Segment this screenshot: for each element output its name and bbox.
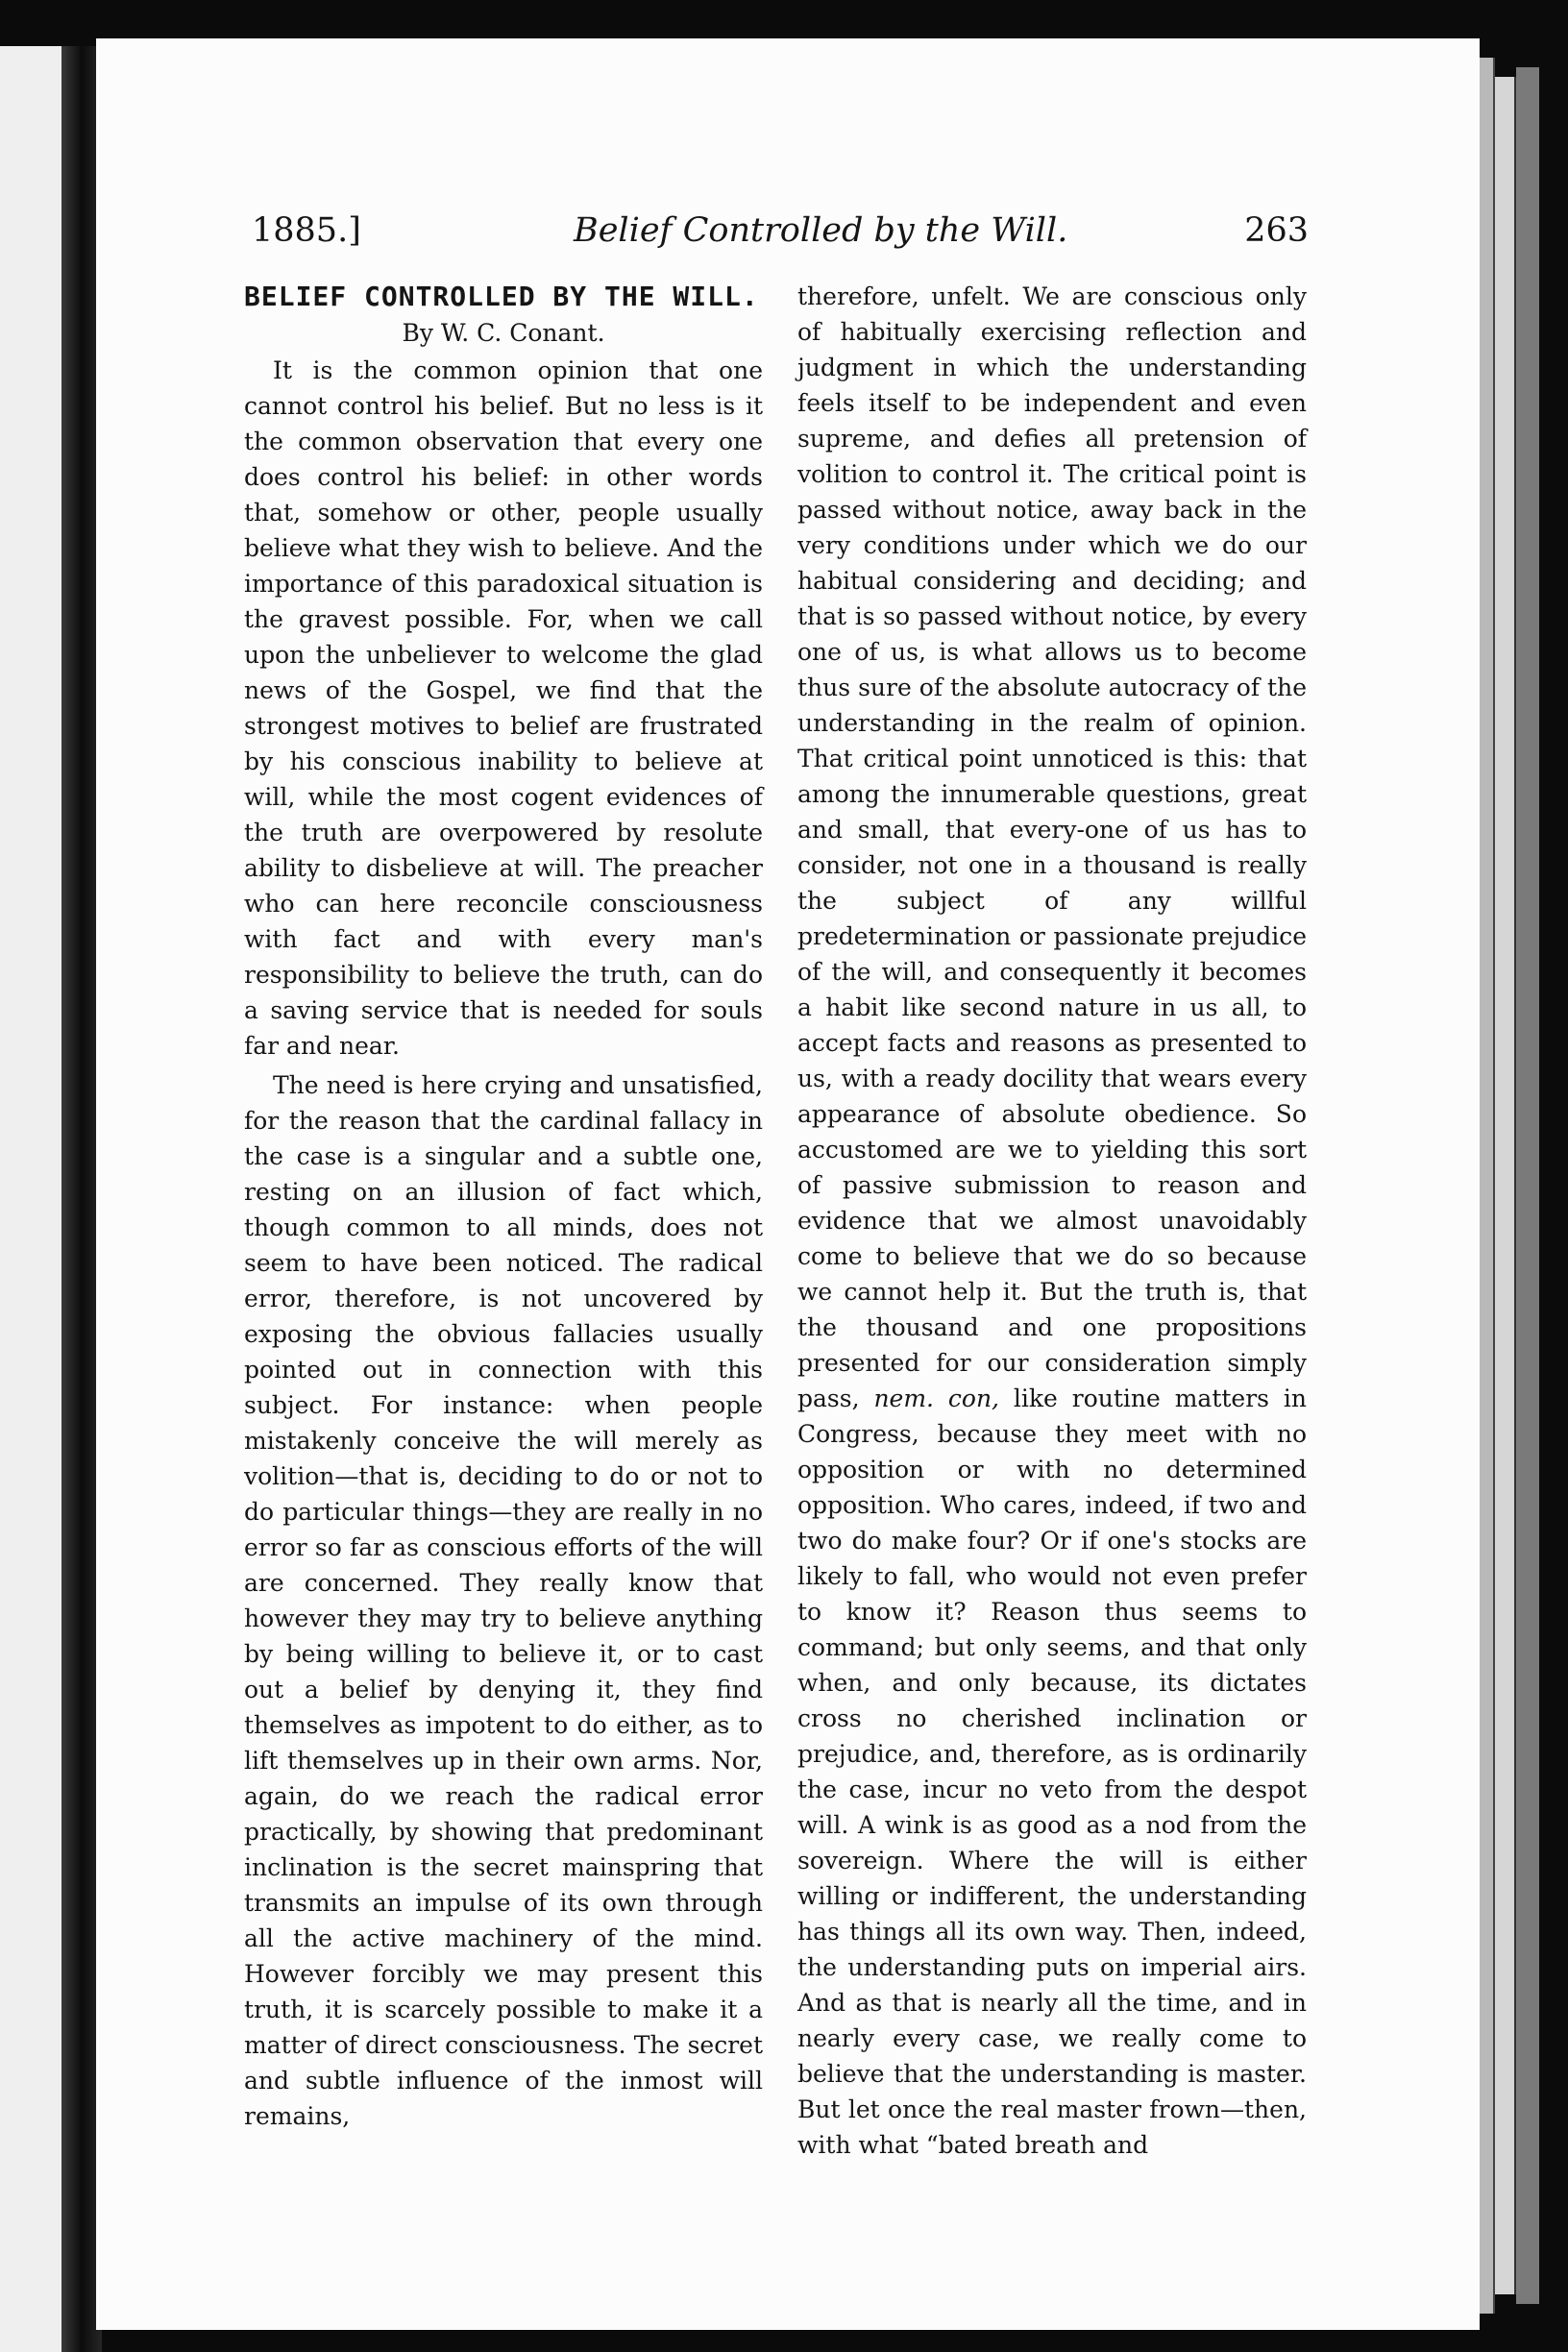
page-stack-edge — [1495, 77, 1516, 2294]
left-column — [244, 279, 763, 2134]
running-head-title: Belief Controlled by the Will. — [574, 211, 1068, 250]
article-byline: By W. C. Conant. — [402, 319, 605, 347]
page-stack-edge — [1480, 58, 1495, 2314]
page-stack-edge — [1516, 67, 1539, 2304]
running-head-year: 1885.] — [252, 211, 361, 250]
article-title: BELIEF CONTROLLED BY THE WILL. — [244, 281, 759, 312]
paragraph-2-continued — [797, 279, 1307, 2163]
continued-text-end: like routine matters in Congress, because they meet with no opposition or with no determined opposition. Who cares, indeed, if two and two do make four? Or if one's stocks are likely to fall, who would not even prefer to know it? Reason thus seems to command; but only seems, and that only when, and only because, its dictates cross no cherished inclination or prejudice, and, therefore, as is ordinarily the case, incur no veto from the despot will. A wink is as good as a nod from the sovereign. Where the will is either willing or indifferent, the understanding has things all its own way. Then, indeed, the understanding puts on imperial airs. And as that is nearly all the time, and in nearly every case, we really come to believe that the understanding is master. But let once the real master frown—then, with what “bated breath and — [797, 1384, 1307, 2159]
paragraph-1: It is the common opinion that one cannot control his belief. But no less is it the common observation that every one does control his belief: in other words that, somehow or other, people usually believe what they wish to believe. And the importance of this paradoxical situation is the gravest possible. For, when we call upon the unbeliever to welcome the glad news of the Gospel, we find that the strongest motives to belief are frustrated by his conscious inability to believe at will, while the most cogent evidences of the truth are overpowered by resolute ability to disbelieve at will. The preacher who can here reconcile consciousness with fact and with every man's responsibility to believe the truth, can do a saving service that is needed for souls far and near. — [244, 356, 763, 1060]
page-number: 263 — [1244, 211, 1309, 250]
running-head — [252, 211, 1309, 269]
continued-text: therefore, unfelt. We are conscious only of habitually exercising reflection and judgment in which the understanding feels itself to be independent and even supreme, and defies all pretension of volition to control it. The critical point is passed without notice, away back in the very conditions under which we do our habitual considering and deciding; and that is so passed without notice, by every one of us, is what allows us to become thus sure of the absolute autocracy of the understanding in the realm of opinion. That critical point unnoticed is this: that among the innumerable questions, great and small, that every-one of us has to consider, not one in a thousand is really the subject of any willful predetermination or passionate prejudice of the will, and consequently it becomes a habit like second nature in us all, to accept facts and reasons as presented to us, with a ready docility that wears every appearance of absolute obedience. So accustomed are we to yielding this sort of passive submission to reason and evidence that we almost unavoidably come to believe that we do so because we cannot help it. But the truth is, that the thousand and one propositions presented for our consideration simply pass, — [797, 282, 1307, 1412]
right-column — [797, 279, 1307, 2163]
italic-term: nem. con, — [873, 1384, 999, 1412]
paragraph-2: The need is here crying and unsatisfied, for the reason that the cardinal fallacy in the case is a singular and a subtle one, resting on an illusion of fact which, though common to all minds, does not seem to have been noticed. The radical error, therefore, is not uncovered by exposing the obvious fallacies usually pointed out in connection with this subject. For instance: when people mistakenly conceive the will merely as volition—that is, deciding to do or not to do particular things—they are really in no error so far as conscious efforts of the will are concerned. They really know that however they may try to believe anything by being willing to believe it, or to cast out a belief by denying it, they find themselves as impotent to do either, as to lift themselves up in their own arms. Nor, again, do we reach the radical error practically, by showing that predominant inclination is the secret mainspring that transmits an impulse of its own through all the active machinery of the mind. However forcibly we may present this truth, it is scarcely possible to make it a matter of direct consciousness. The secret and subtle influence of the inmost will remains, — [244, 1071, 763, 2130]
